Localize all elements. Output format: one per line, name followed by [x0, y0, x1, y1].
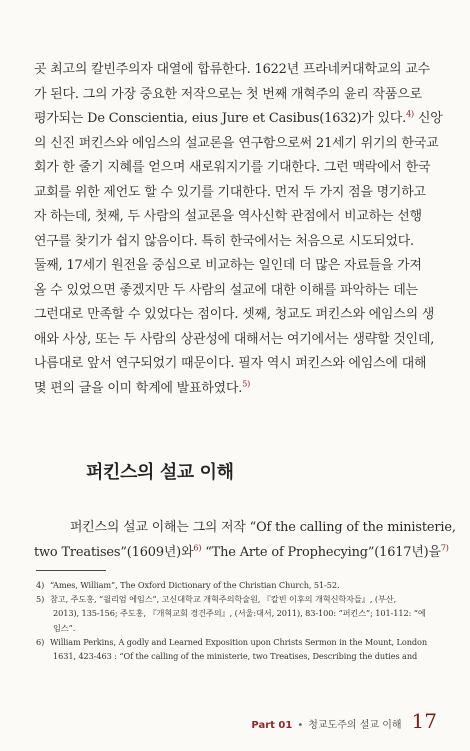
footnotes	[36, 579, 436, 664]
section-heading: 퍼킨스의 설교 이해	[86, 462, 234, 483]
body-line-5: 회가 한 줄기 지혜를 얻으며 새로워지기를 기대한다. 그런 맥락에서 한국	[34, 160, 431, 175]
footnote-ref-5[interactable]: 5)	[242, 379, 251, 389]
body-line-14	[34, 377, 438, 402]
footnote-6-text: William Perkins, A godly and Learned Exposition upon Christs Sermon in the Mount, London	[50, 636, 428, 647]
body-line-12: 애와 사상, 또는 두 사람의 상관성에 대해서는 여기에서는 생략할 것인데,	[34, 331, 435, 347]
footnote-5-text: 참고, 주도홍, “윌리엄 에임스”, 고신대학교 개혁주의학술원, 『칼빈 이후의 개혁신학자들』, (부산,	[50, 594, 397, 605]
body-line-3-after: 신앙	[414, 111, 443, 126]
footnote-4	[36, 579, 436, 592]
page-number: 17	[411, 709, 437, 733]
footer-part-label: Part 01	[251, 720, 293, 731]
footnote-5-continuation-1: 2013), 135-156; 주도홍, 『개혁교회 경건주의』, (서울:대서, 2011), 83-100: “퍼킨스”; 101-112: “에	[53, 608, 426, 619]
footnote-5	[36, 593, 436, 606]
body-line-11: 그런대로 만족할 수 있었다는 점이다. 셋째, 청교도 퍼킨스와 에임스의 생	[34, 307, 435, 322]
footer-chapter-title: 청교도주의 설교 이해	[308, 720, 402, 731]
footnote-5-number: 5)	[36, 594, 45, 605]
body-line-3-text: 평가되는 De Conscientia, eius Jure et Casibus(1632)가 있다.	[34, 111, 407, 126]
intro-line-2-b: “The Arte of Prophecying”(1617년)을	[201, 545, 441, 560]
footnote-4-number: 4)	[36, 580, 45, 590]
footnote-ref-4[interactable]: 4)	[406, 109, 414, 119]
footnote-ref-6[interactable]: 6)	[193, 543, 202, 553]
body-line-7: 자 하는데, 첫째, 두 사람의 설교론을 역사신학 관점에서 비교하는 선행	[34, 209, 422, 224]
footnote-6-continuation-1: 1631, 423-463 : “Of the calling of the ministerie, two Treatises, Describing the duties and	[53, 651, 418, 662]
intro-line-2-a: two Treatises”(1609년)와	[34, 545, 194, 560]
body-line-13: 나름대로 앞서 연구되었기 때문이다. 필자 역시 퍼킨스와 에임스에 대해	[34, 356, 427, 371]
footnote-5-continuation-2: 임스”.	[53, 622, 76, 633]
body-line-8: 연구를 찾기가 쉽지 않음이다. 특히 한국에서는 처음으로 시도되었다.	[34, 233, 414, 249]
footnote-4-text: “Ames, William”, The Oxford Dictionary of the Christian Church, 51-52.	[50, 580, 340, 590]
body-line-9: 둘째, 17세기 원전을 중심으로 비교하는 일인데 더 많은 자료들을 가져	[34, 258, 422, 273]
body-line-14-text: 몇 편의 글을 이미 학계에 발표하였다.	[34, 380, 243, 396]
body-line-3	[34, 107, 443, 132]
footnote-ref-7[interactable]: 7)	[440, 543, 449, 553]
footnote-6	[36, 636, 436, 649]
body-line-10: 올 수 있었으면 좋겠지만 두 사람의 설교에 대한 이해를 파악하는 데는	[34, 282, 418, 298]
body-line-6: 교회를 위한 제언도 할 수 있기를 기대한다. 먼저 두 가지 점을 명기하고	[34, 184, 426, 200]
page-footer	[251, 711, 437, 731]
main-body-text	[34, 58, 443, 401]
footer-separator: •	[297, 720, 304, 731]
body-line-2: 가 된다. 그의 가장 중요한 저작으로는 첫 번째 개혁주의 윤리 작품으로	[34, 86, 422, 102]
body-line-1: 곳 최고의 칼빈주의자 대열에 합류한다. 1622년 프라네커대학교의 교수	[34, 62, 430, 77]
section-intro-text	[34, 515, 456, 565]
body-line-4: 의 신진 퍼킨스와 에임스의 설교론을 연구함으로써 21세기 위기의 한국교	[34, 135, 439, 151]
intro-line-2	[34, 540, 449, 565]
intro-line-1: 퍼킨스의 설교 이해는 그의 저작 “Of the calling of the ministerie,	[70, 520, 456, 535]
footnote-divider	[36, 570, 106, 571]
footnote-6-number: 6)	[36, 636, 45, 647]
